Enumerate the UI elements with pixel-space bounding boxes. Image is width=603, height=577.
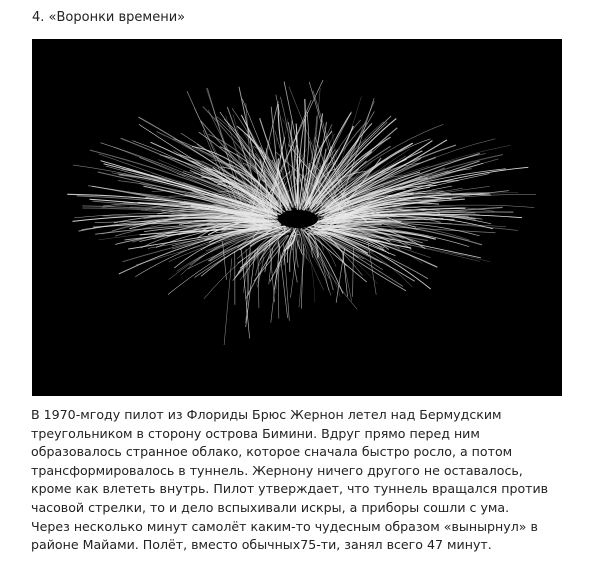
- vortex-illustration: [32, 39, 562, 396]
- section-heading: 4. «Воронки времени»: [32, 10, 186, 25]
- article-paragraph: [31, 406, 576, 555]
- paragraph-line: образовалось странное облако, которое сначала быстро росло, а потом: [31, 444, 513, 460]
- paragraph-line: районе Майами. Полёт, вместо обычных75-ти, занял всего 47 минут.: [31, 537, 492, 553]
- time-vortex-photo: [32, 39, 562, 396]
- vortex-hole: [278, 210, 318, 228]
- paragraph-line: трансформировалось в туннель. Жернону ничего другого не оставалось,: [31, 462, 523, 478]
- paragraph-line: кроме как влететь внутрь. Пилот утверждает, что туннель вращался против: [31, 481, 549, 497]
- paragraph-line: часовой стрелки, то и дело вспыхивали искры, а приборы сошли с ума.: [31, 499, 510, 515]
- paragraph-line: Через несколько минут самолёт каким-то чудесным образом «вынырнул» в: [31, 518, 538, 534]
- paragraph-line: В 1970-мгоду пилот из Флориды Брюс Жернон летел над Бермудским: [31, 407, 502, 422]
- paragraph-line: треугольником в сторону острова Бимини. Вдруг прямо перед ним: [31, 425, 480, 441]
